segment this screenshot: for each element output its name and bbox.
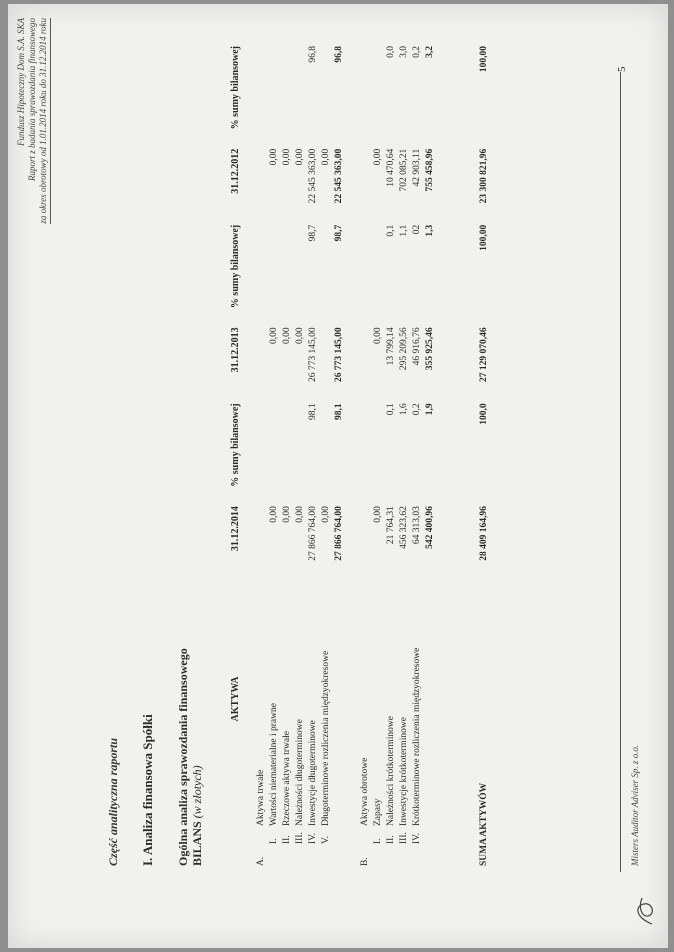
cell-v2014: 0,00 (321, 506, 331, 523)
cell-p2012: 0,2 (412, 46, 422, 58)
cell-idx (410, 844, 423, 866)
cell-p2014 (371, 393, 384, 506)
cell-p2014: 0,1 (386, 403, 396, 416)
cell-v2012 (436, 149, 449, 215)
cell-p2012 (280, 36, 293, 149)
cell-v2012: 10 470,64 (386, 148, 396, 187)
cell-p2013 (267, 215, 280, 328)
total-2012: 23 300 821,96 (479, 148, 489, 204)
cell-p2012 (267, 36, 280, 149)
cell-p2012 (319, 36, 332, 149)
cell-v2012: 22 545 363,00 (334, 148, 344, 204)
total-pct-2013: 100,00 (479, 224, 489, 251)
cell-idx (397, 844, 410, 866)
cell-p2014 (254, 393, 267, 506)
cell-p2013: 02 (412, 224, 422, 235)
footer-divider (620, 72, 621, 872)
cell-idx: B. (360, 857, 370, 866)
cell-p2012: 3,2 (425, 46, 435, 58)
cell-sub (358, 826, 371, 844)
cell-sub (345, 826, 358, 844)
cell-p2013: 1,1 (399, 224, 409, 237)
subtitle-analysis: Ogólna analiza sprawozdania finansowego (176, 648, 190, 866)
cell-idx (293, 844, 306, 866)
cell-v2014 (449, 506, 462, 572)
table-row (384, 36, 397, 866)
cell-p2013: 1,3 (425, 224, 435, 237)
cell-label: Inwestycje krótkoterminowe (399, 717, 409, 826)
cell-v2013: 13 799,14 (386, 327, 396, 366)
table-row (449, 36, 462, 866)
cell-p2014: 1,9 (425, 403, 435, 416)
cell-v2013: 0,00 (295, 327, 305, 345)
cell-v2014: 542 400,96 (425, 506, 435, 549)
cell-v2012: 0,00 (269, 148, 279, 166)
cell-v2012: 755 458,96 (425, 148, 435, 192)
cell-p2014 (319, 393, 332, 506)
cell-p2013 (280, 215, 293, 328)
balance-table (218, 36, 490, 866)
table-row (436, 36, 449, 866)
cell-p2012 (371, 36, 384, 149)
cell-p2012: 96,8 (308, 46, 318, 63)
cell-v2014: 456 323,62 (399, 506, 409, 549)
table-row (371, 36, 384, 866)
total-2014: 28 409 164,96 (479, 506, 489, 561)
subtitle-balance (190, 765, 205, 866)
cell-v2012: 0,00 (373, 148, 383, 166)
report-header (16, 18, 51, 224)
balance-label: BILANS (190, 821, 204, 866)
cell-p2013 (358, 215, 371, 328)
cell-v2012: 0,00 (295, 148, 305, 166)
cell-p2013 (293, 215, 306, 328)
cell-idx (319, 844, 332, 866)
cell-idx (267, 844, 280, 866)
cell-v2014: 27 866 764,00 (334, 506, 344, 561)
cell-sub: III. (295, 832, 305, 844)
cell-v2013: 295 209,56 (399, 327, 409, 371)
table-row (254, 36, 267, 866)
cell-p2014: 98,1 (334, 403, 344, 420)
cell-v2012: 0,00 (321, 148, 331, 166)
cell-label (423, 572, 436, 826)
cell-p2013: 98,7 (308, 224, 318, 242)
cell-v2014 (345, 506, 358, 572)
chapter-title: I. Analiza finansowa Spółki (140, 714, 155, 866)
cell-v2013: 26 773 145,00 (334, 327, 344, 383)
cell-v2013: 0,00 (269, 327, 279, 345)
cell-p2014 (358, 393, 371, 506)
cell-v2014: 0,00 (282, 506, 292, 523)
cell-v2014: 27 866 764,00 (308, 506, 318, 561)
handwritten-initials (630, 892, 660, 928)
cell-v2014: 0,00 (269, 506, 279, 523)
cell-v2013: 0,00 (282, 327, 292, 345)
cell-v2013: 26 773 145,00 (308, 327, 318, 383)
cell-idx (449, 844, 462, 866)
col-header-2013: 31.12.2013 (230, 327, 241, 373)
cell-v2012 (449, 149, 462, 215)
cell-p2013 (319, 215, 332, 328)
cell-label: Wartości niematerialne i prawne (269, 703, 279, 826)
cell-idx (345, 844, 358, 866)
cell-p2014 (449, 393, 462, 506)
cell-v2014 (358, 506, 371, 572)
cell-sub (423, 826, 436, 844)
cell-idx (436, 844, 449, 866)
cell-sub (332, 826, 345, 844)
cell-p2014 (345, 393, 358, 506)
total-pct-2014: 100,0 (479, 403, 489, 425)
cell-p2012 (345, 36, 358, 149)
table-row (397, 36, 410, 866)
cell-label: Rzeczowe aktywa trwałe (282, 731, 292, 826)
cell-p2013 (254, 215, 267, 328)
cell-v2013: 355 925,46 (425, 327, 435, 371)
col-header-pct-2013: % sumy bilansowej (230, 224, 241, 309)
cell-v2013 (358, 327, 371, 393)
cell-idx (371, 844, 384, 866)
table-row (306, 36, 319, 866)
subtotal-row (332, 36, 345, 866)
cell-sub: II. (282, 835, 292, 844)
unit-label: (w złotych) (190, 765, 204, 819)
cell-sub: IV. (308, 832, 318, 844)
cell-v2012 (254, 149, 267, 215)
cell-sub (449, 826, 462, 844)
table-row (280, 36, 293, 866)
cell-sub: II. (386, 835, 396, 844)
cell-label: Należności długoterminowe (295, 719, 305, 826)
cell-p2012 (254, 36, 267, 149)
cell-v2014: 0,00 (295, 506, 305, 523)
total-pct-2012: 100,00 (479, 46, 489, 73)
cell-p2013 (345, 215, 358, 328)
cell-sub: V. (321, 835, 331, 844)
table-row (319, 36, 332, 866)
cell-sub: I. (269, 838, 279, 844)
cell-v2013 (436, 327, 449, 393)
cell-p2013 (371, 215, 384, 328)
document-page (8, 4, 668, 948)
cell-p2014: 98,1 (308, 403, 318, 420)
cell-p2012 (436, 36, 449, 149)
cell-label: Aktywa trwałe (256, 769, 266, 826)
cell-p2014 (267, 393, 280, 506)
cell-sub (436, 826, 449, 844)
cell-sub: III. (399, 832, 409, 844)
table-row (358, 36, 371, 866)
cell-v2014 (436, 506, 449, 572)
col-header-2012: 31.12.2012 (230, 148, 241, 194)
table-row (410, 36, 423, 866)
cell-p2014: 1,6 (399, 403, 409, 416)
section-label: Część analityczna raportu (106, 737, 120, 866)
cell-idx (306, 844, 319, 866)
cell-v2012: 0,00 (282, 148, 292, 166)
cell-idx (423, 844, 436, 866)
cell-v2012 (345, 149, 358, 215)
cell-v2012: 22 545 363,00 (308, 148, 318, 204)
total-row (462, 36, 490, 866)
cell-label: Aktywa obrotowe (360, 757, 370, 826)
cell-label: Krótkoterminowe rozliczenia międzyokresowe (412, 647, 422, 826)
cell-v2013: 46 916,76 (412, 327, 422, 366)
col-header-pct-2014: % sumy bilansowej (230, 403, 241, 487)
cell-idx (384, 844, 397, 866)
cell-p2014 (293, 393, 306, 506)
col-header-aktywa: AKTYWA (230, 676, 241, 722)
cell-v2013 (449, 327, 462, 393)
cell-label: Należności krótkoterminowe (386, 715, 396, 826)
cell-label (345, 572, 358, 826)
cell-p2012: 3,0 (399, 46, 409, 58)
cell-p2012: 0,0 (386, 46, 396, 58)
cell-p2014 (436, 393, 449, 506)
cell-v2014: 21 764,31 (386, 506, 396, 545)
cell-label (436, 572, 449, 826)
cell-p2013: 98,7 (334, 224, 344, 242)
cell-idx: A. (256, 856, 266, 866)
cell-p2012 (449, 36, 462, 149)
cell-label (332, 572, 345, 826)
cell-v2012: 702 085,21 (399, 148, 409, 192)
cell-p2014 (280, 393, 293, 506)
total-label: SUMA AKTYWÓW (479, 782, 489, 866)
cell-v2012 (358, 149, 371, 215)
cell-label: Inwestycje długoterminowe (308, 720, 318, 826)
cell-v2013 (345, 327, 358, 393)
table-row (345, 36, 358, 866)
cell-p2013 (436, 215, 449, 328)
cell-v2014: 64 313,03 (412, 506, 422, 545)
cell-sub (254, 826, 267, 844)
cell-p2012 (358, 36, 371, 149)
cell-idx (280, 844, 293, 866)
cell-v2012: 42 903,11 (412, 148, 422, 187)
col-header-2014: 31.12.2014 (230, 506, 241, 552)
col-header-pct-2012: % sumy bilansowej (230, 46, 241, 130)
cell-label: Zapasy (373, 798, 383, 826)
cell-sub: I. (373, 838, 383, 844)
cell-label: Długoterminowe rozliczenia międzyokresowe (321, 650, 331, 826)
cell-p2014: 0,2 (412, 403, 422, 416)
cell-p2012 (293, 36, 306, 149)
cell-p2012: 96,8 (334, 46, 344, 63)
footer-company: Misters Auditor Adviser Sp. z o.o. (630, 744, 640, 866)
header-line-2: Raport z badania sprawozdania finansowego (27, 18, 37, 182)
cell-v2014: 0,00 (373, 506, 383, 523)
total-2013: 27 129 070,46 (479, 327, 489, 383)
cell-label (449, 572, 462, 826)
cell-p2013: 0,1 (386, 224, 396, 237)
header-line-3: za okres obrotowy od 1.01.2014 roku do 31.12.2014 roku (38, 18, 51, 224)
cell-v2014 (254, 506, 267, 572)
subtotal-row (423, 36, 436, 866)
table-row (267, 36, 280, 866)
cell-idx (332, 844, 345, 866)
table-header-row (218, 36, 254, 866)
cell-v2013 (319, 327, 332, 393)
page-number: 5 (616, 66, 628, 72)
cell-sub: IV. (412, 832, 422, 844)
cell-v2013: 0,00 (373, 327, 383, 345)
rotated-content (8, 4, 668, 944)
header-line-1: Fundusz Hipoteczny Dom S.A. SKA (16, 18, 26, 146)
table-row (293, 36, 306, 866)
cell-p2013 (449, 215, 462, 328)
cell-v2013 (254, 327, 267, 393)
